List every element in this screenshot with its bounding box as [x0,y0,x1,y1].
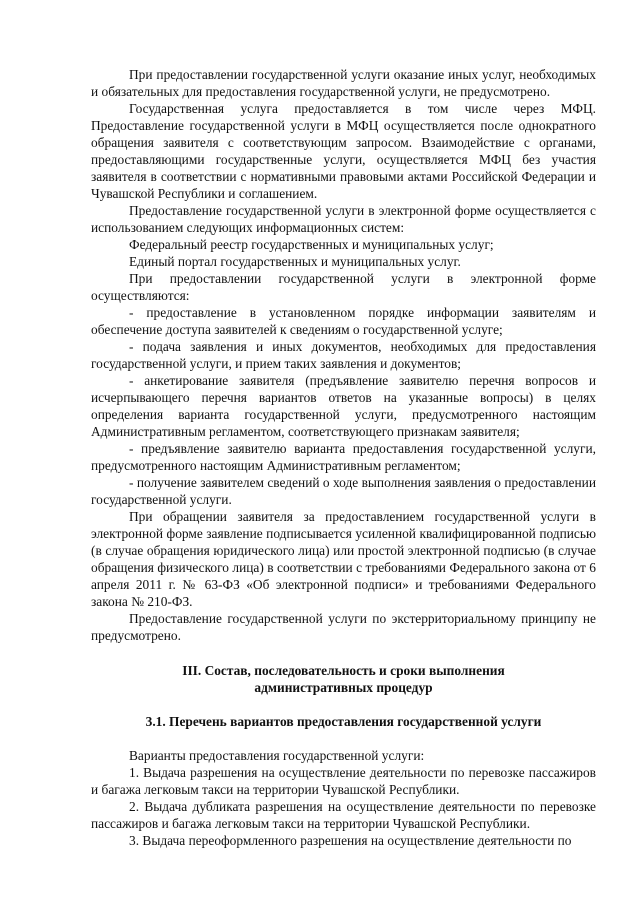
document-page [91,66,596,849]
section-3-1-title: 3.1. Перечень вариантов предоставления государственной услуги [145,714,542,729]
list-item-status-info: - получение заявителем сведений о ходе выполнения заявления о предоставлении государственной услуги. [91,475,596,507]
list-item-variant-3: 3. Выдача переоформленного разрешения на осуществление деятельности по [129,833,572,848]
list-item-variant-1: 1. Выдача разрешения на осуществление деятельности по перевозке пассажиров и багажа легковым такси на территории Чувашской Республики. [91,765,596,797]
paragraph-electronic-signature: При обращении заявителя за предоставлением государственной услуги в электронной форме заявление подписывается усиленной квалифицированной подписью (в случае обращения юридического лица) или простой электронной подписью (в случае обращения физического лица) в соответствии с требованиями Федерального закона от 6 апреля 2011 г. № 63-ФЗ «Об электронной подписи» и требованиями Федерального закона № 210-ФЗ. [91,509,596,609]
section-3-title-line2: административных процедур [254,680,433,695]
section-3-title-line1: III. Состав, последовательность и сроки выполнения [182,663,505,678]
section-3-title [91,662,596,696]
list-item-information: - предоставление в установленном порядке информации заявителям и обеспечение доступа заявителей к сведениям о государственной услуге; [91,305,596,337]
paragraph-federal-registry: Федеральный реестр государственных и муниципальных услуг; [129,237,494,252]
list-item-variant-presentation: - предъявление заявителю варианта предоставления государственной услуги, предусмотренного настоящим Административным регламентом; [91,441,596,473]
paragraph-electronic-form: Предоставление государственной услуги в электронной форме осуществляется с использованием следующих информационных систем: [91,203,596,235]
paragraph-extraterritorial: Предоставление государственной услуги по экстерриториальному принципу не предусмотрено. [91,611,596,643]
paragraph-mfc: Государственная услуга предоставляется в том числе через МФЦ. Предоставление государственной услуги в МФЦ осуществляется после однократного обращения заявителя с соответствующим запросом. Взаимодействие с органами, предоставляющими государственные услуги, осуществляется МФЦ без участия заявителя в соответствии с нормативными правовыми актами Российской Федерации и Чувашской Республики и соглашением. [91,101,596,201]
paragraph-other-services: При предоставлении государственной услуги оказание иных услуг, необходимых и обязательных для предоставления государственной услуги, не предусмотрено. [91,67,596,99]
list-item-questionnaire: - анкетирование заявителя (предъявление заявителю перечня вопросов и исчерпывающего перечня вариантов ответов на указанные вопросы) в целях определения варианта государственной услуги, предусмотренного настоящим Административным регламентом, соответствующего признакам заявителя; [91,373,596,439]
paragraph-variants-intro: Варианты предоставления государственной услуги: [129,748,425,763]
paragraph-unified-portal: Единый портал государственных и муниципальных услуг. [129,254,461,269]
list-item-variant-2: 2. Выдача дубликата разрешения на осуществление деятельности по перевозке пассажиров и багажа легковым такси на территории Чувашской Республики. [91,799,596,831]
paragraph-electronic-actions: При предоставлении государственной услуги в электронной форме осуществляются: [91,271,596,303]
list-item-application-submission: - подача заявления и иных документов, необходимых для предоставления государственной услуги, и прием таких заявления и документов; [91,339,596,371]
